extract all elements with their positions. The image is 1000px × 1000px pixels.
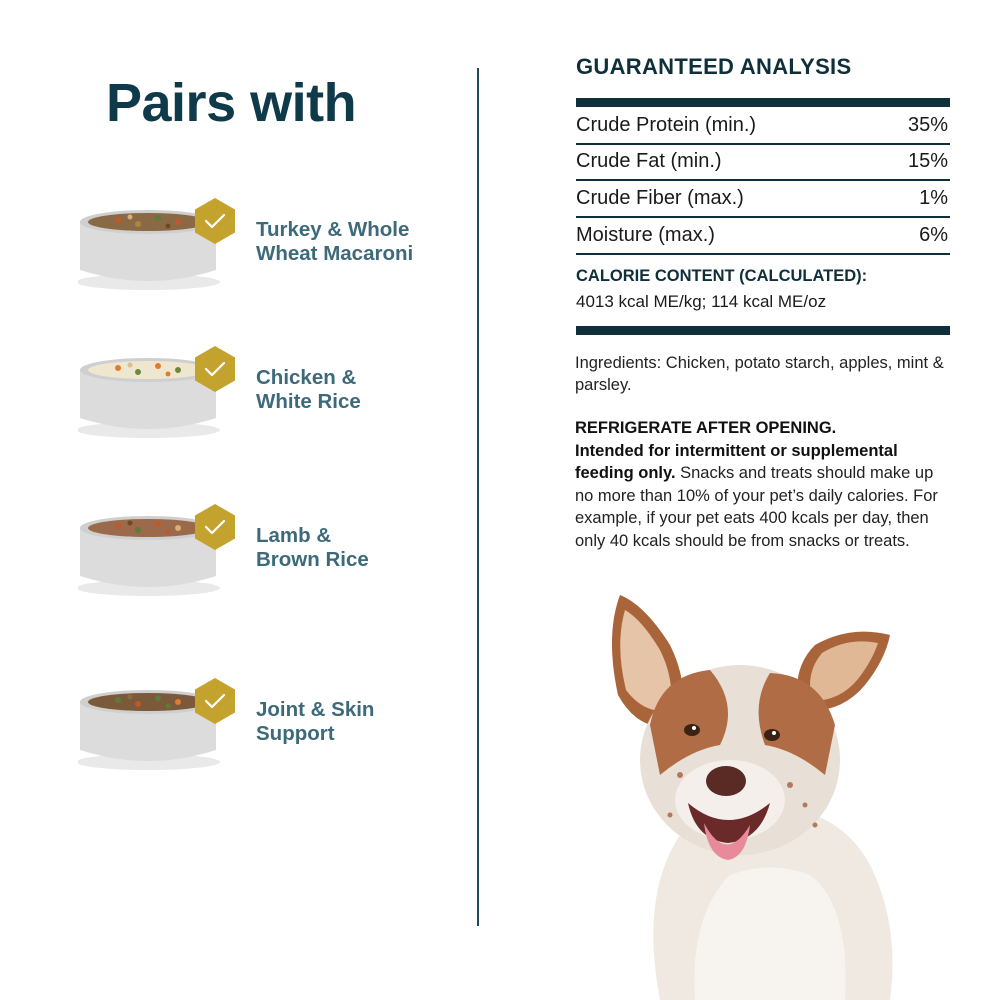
bottom-rule: [576, 326, 950, 335]
refrigerate-note: REFRIGERATE AFTER OPENING.: [575, 419, 837, 437]
column-divider: [477, 68, 479, 926]
check-badge-icon: [190, 676, 240, 726]
analysis-value: 35%: [907, 113, 948, 136]
table-bottom-rule: [576, 253, 950, 255]
analysis-value: 1%: [919, 186, 948, 209]
analysis-row: [576, 145, 950, 182]
pairs-title: Pairs with: [106, 73, 357, 133]
analysis-label: Crude Fiber (max.): [576, 186, 744, 209]
analysis-value: 15%: [907, 150, 948, 173]
calorie-value: 4013 kcal ME/kg; 114 kcal ME/oz: [576, 292, 827, 311]
analysis-label: Crude Fat (min.): [576, 150, 722, 173]
pair-item-joint: [40, 680, 450, 820]
pair-item-chicken: [40, 348, 450, 488]
analysis-label: Moisture (max.): [576, 224, 715, 247]
dog-photo: [600, 575, 930, 1000]
feeding-notes: [575, 417, 955, 552]
intended-note: Intended for intermittent or supplemental feeding only.: [575, 441, 898, 482]
analysis-table: [576, 108, 950, 254]
check-badge-icon: [190, 344, 240, 394]
analysis-row: [576, 181, 950, 218]
pair-label: Chicken & White Rice: [256, 366, 361, 413]
food-bowl-image: [78, 348, 278, 468]
food-bowl-image: [78, 200, 278, 320]
check-badge-icon: [190, 196, 240, 246]
top-rule: [576, 98, 950, 107]
notes-body: Snacks and treats should make up no more than 10% of your pet’s daily calories. For example, if your pet eats 400 kcals per day, then only 40 kcals should be from snacks or treats.: [575, 464, 938, 550]
calorie-title: CALORIE CONTENT (CALCULATED):: [576, 267, 868, 285]
ingredients-text: Ingredients: Chicken, potato starch, apples, mint & parsley.: [575, 354, 944, 394]
food-bowl-image: [78, 680, 278, 800]
analysis-row: [576, 218, 950, 255]
check-badge-icon: [190, 502, 240, 552]
pair-item-lamb: [40, 506, 450, 646]
food-bowl-image: [78, 506, 278, 626]
pair-item-turkey: [40, 200, 450, 340]
analysis-value: 6%: [919, 224, 948, 247]
pair-label: Turkey & Whole Wheat Macaroni: [256, 218, 414, 265]
pair-label: Joint & Skin Support: [256, 698, 375, 745]
analysis-row: [576, 108, 950, 145]
guaranteed-analysis-title: GUARANTEED ANALYSIS: [576, 54, 852, 79]
analysis-label: Crude Protein (min.): [576, 113, 757, 136]
pair-label: Lamb & Brown Rice: [256, 524, 369, 571]
